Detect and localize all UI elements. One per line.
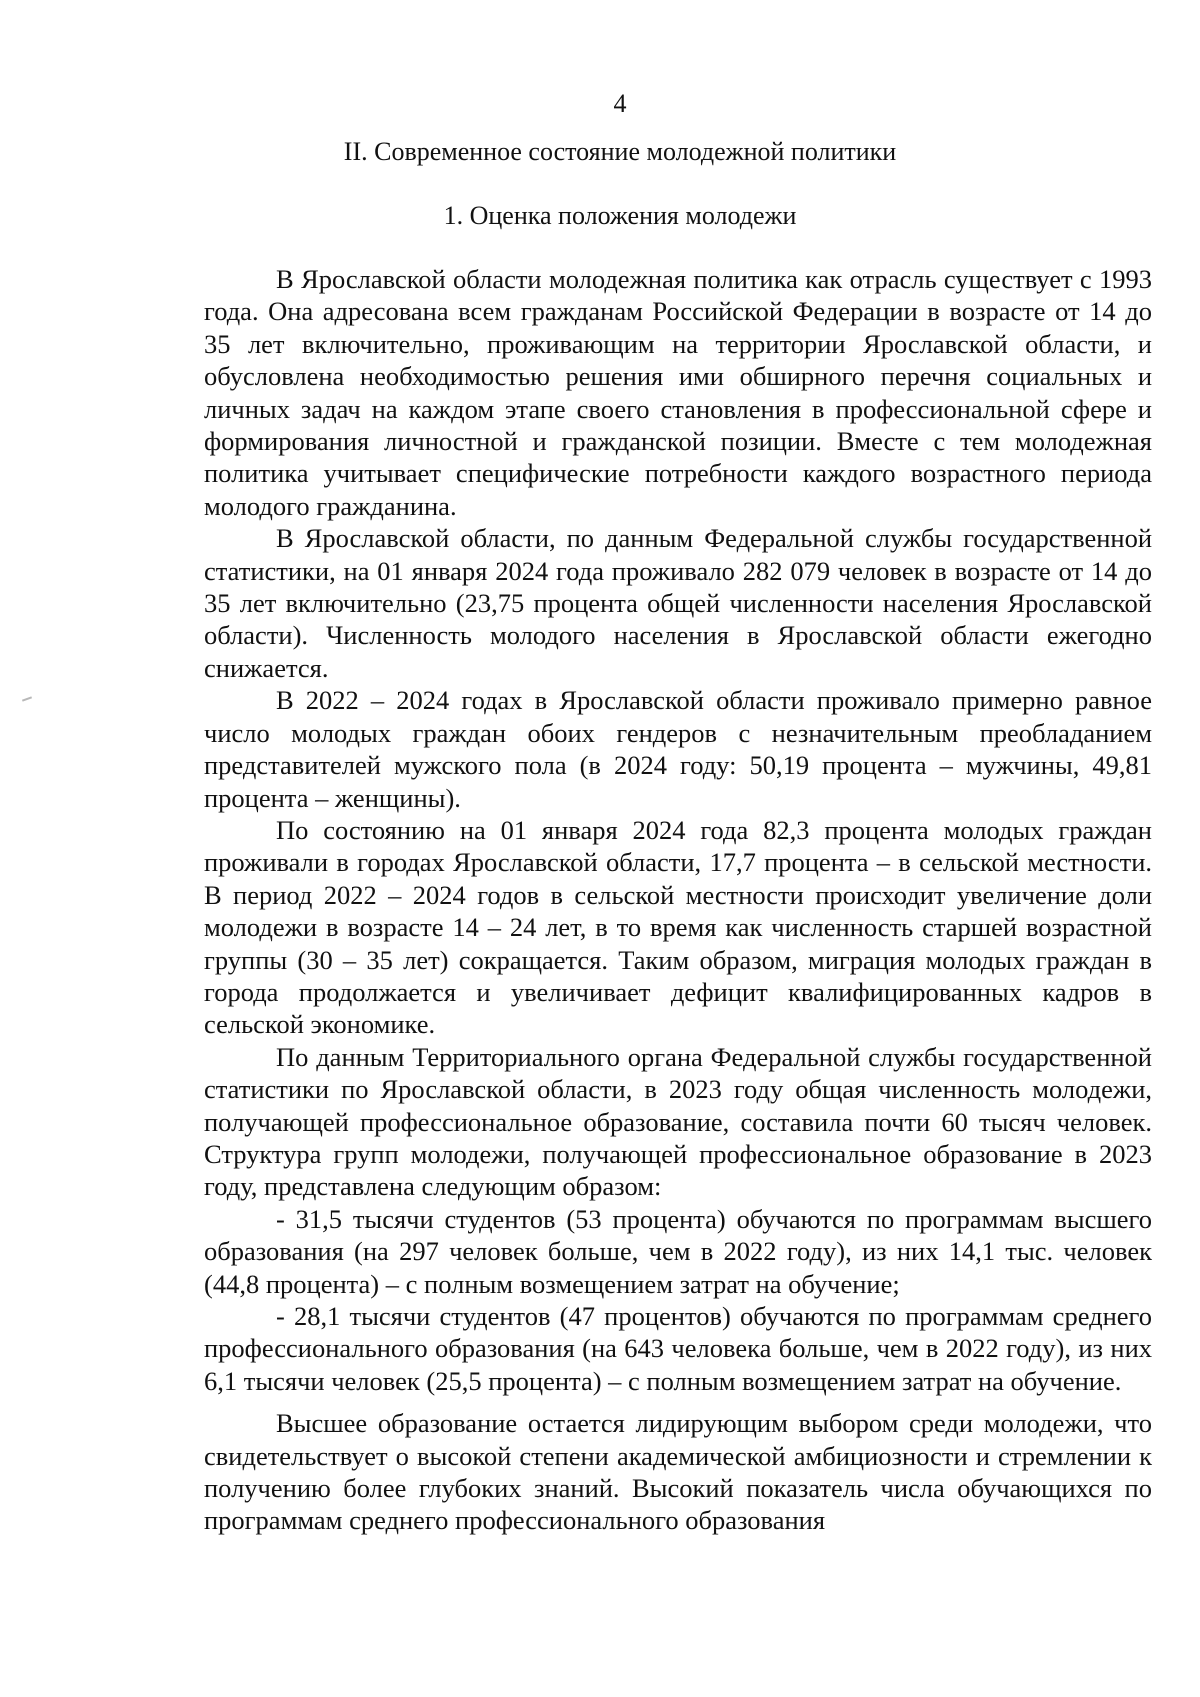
paragraph-population-statistics: В Ярославской области, по данным Федеральной службы государственной статистики, на 01 января 2024 года проживало 282 079 человек в возрасте от 14 до 35 лет включительно (23,75 процента общей численности населения Ярославской области). Численность молодого населения в Ярославской области ежегодно снижается. [204,523,1152,683]
paragraph-urban-rural: По состоянию на 01 января 2024 года 82,3 процента молодых граждан проживали в городах Ярославской области, 17,7 процента – в сельской местности. В период 2022 – 2024 годов в сельской местности происходит увеличение доли молодежи в возрасте 14 – 24 лет, в то время как численность старшей возрастной группы (30 – 35 лет) сокращается. Таким образом, миграция молодых граждан в города продолжается и увеличивает дефицит квалифицированных кадров в сельской экономике. [204,814,1152,1040]
document-body [204,263,1152,1537]
scan-artifact-mark [22,696,32,701]
list-item-higher-education: - 31,5 тысячи студентов (53 процента) обучаются по программам высшего образования (на 297 человек больше, чем в 2022 году), из них 14,1 тыс. человек (44,8 процента) – с полным возмещением затрат на обучение; [204,1203,1152,1299]
page-number: 4 [613,89,627,118]
paragraph-gender-distribution: В 2022 – 2024 годах в Ярославской области проживало примерно равное число молодых граждан обоих гендеров с незначительным преобладанием представителей мужского пола (в 2024 году: 50,19 процента – мужчины, 49,81 процента – женщины). [204,685,1152,813]
section-title: II. Современное состояние молодежной политики [343,137,897,166]
paragraph-youth-policy-intro: В Ярославской области молодежная политика как отрасль существует с 1993 года. Она адресована всем гражданам Российской Федерации в возрасте от 14 до 35 лет включительно, проживающим на территории Ярославской области, и обусловлена необходимостью решения ими обширного перечня социальных и личных задач на каждом этапе своего становления в профессиональной сфере и формирования личностной и гражданской позиции. Вместе с тем молодежная политика учитывает специфические потребности каждого возрастного периода молодого гражданина. [204,264,1152,521]
paragraph-professional-education: По данным Территориального органа Федеральной службы государственной статистики по Ярославской области, в 2023 году общая численность молодежи, получающей профессиональное образование, составила почти 60 тысяч человек. Структура групп молодежи, получающей профессиональное образование в 2023 году, представлена следующим образом: [204,1041,1152,1202]
list-item-secondary-vocational: - 28,1 тысячи студентов (47 процентов) обучаются по программам среднего профессионального образования (на 643 человека больше, чем в 2022 году), из них 6,1 тысячи человек (25,5 процента) – с полным возмещением затрат на обучение. [204,1301,1152,1396]
paragraph-higher-education-leading: Высшее образование остается лидирующим выбором среди молодежи, что свидетельствует о высокой степени академической амбициозности и стремлении к получению более глубоких знаний. Высокий показатель числа обучающихся по программам среднего профессионального образования [204,1408,1152,1536]
subsection-title: 1. Оценка положения молодежи [443,201,797,230]
